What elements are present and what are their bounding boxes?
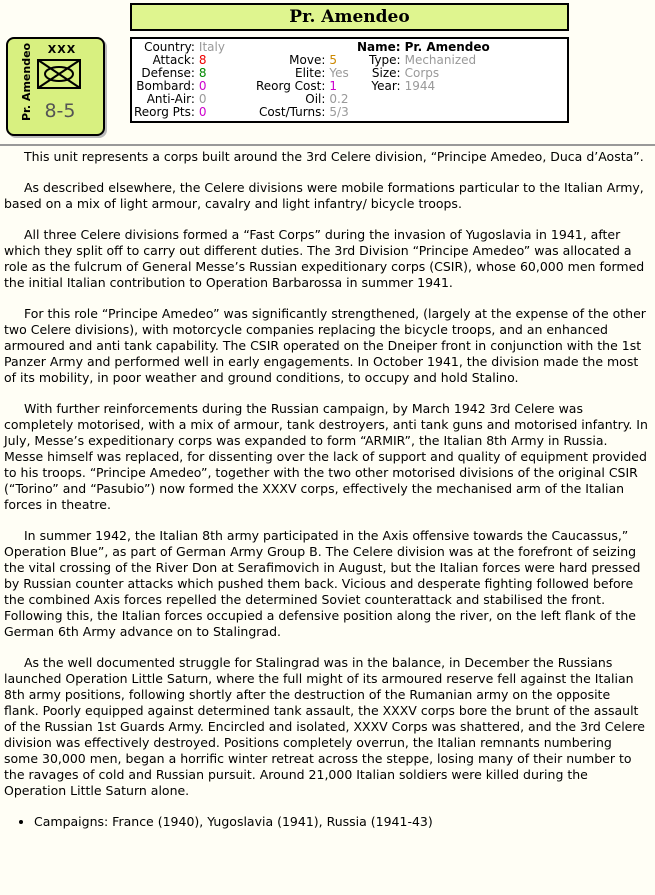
stat-elite: Elite: Yes [295, 66, 349, 80]
stat-attack: Attack: 8 [152, 53, 207, 67]
stat-defense: Defense: 8 [141, 66, 207, 80]
stat-reorg-pts: Reorg Pts: 0 [134, 105, 207, 119]
stat-type: Type: Mechanized [368, 53, 477, 67]
header-divider [0, 144, 655, 146]
description-paragraph: All three Celere divisions formed a “Fast Corps” during the invasion of Yugoslavia in 1941, after which they split off to carry out different duties. The 3rd Division “Principe Amedeo” was allocated a role as the fulcrum of General Messe’s Russian expeditionary corps (CSIR), whose 60,000 men formed the initial Italian contribution to Operation Barbarossa in summer 1941. [4, 227, 645, 290]
unit-header [0, 0, 655, 146]
unit-counter [6, 37, 105, 136]
unit-title: Pr. Amendeo [130, 3, 569, 31]
description-paragraph: As described elsewhere, the Celere divisions were mobile formations particular to the Italian Army, based on a mix of light armour, cavalry and light infantry/ bicycle troops. [4, 180, 644, 211]
stat-size: Size: Corps [371, 66, 440, 80]
counter-values: 8-5 [44, 100, 76, 122]
counter-size-code: XXX [47, 43, 77, 56]
counter-vertical-name: Pr. Amendeo [20, 42, 33, 121]
description-paragraph: As the well documented struggle for Stalingrad was in the balance, in December the Russians launched Operation Little Saturn, where the full might of its armoured reserve fell against the Italian 8th army positions, following shortly after the destruction of the Rumanian army on the opposite flank. Poorly equipped against determined tank assault, the XXXV corps bore the brunt of the assault of the Russian 1st Guards Army. Encircled and isolated, XXXV Corps was shattered, and the 3rd Celere division was effectively destroyed. Positions completely overrun, the Italian remnants numbering some 30,000 men, began a horrific winter retreat across the steppe, losing many of their number to the ravages of cold and Russian pursuit. Around 21,000 Italian soldiers were killed during the Operation Little Saturn alone. [4, 655, 645, 798]
unit-description [4, 149, 648, 830]
stat-move: Move: 5 [289, 53, 338, 67]
stats-mid-table [256, 54, 349, 119]
stat-name: Name: Pr. Amendeo [357, 40, 490, 54]
description-paragraph: In summer 1942, the Italian 8th army participated in the Axis offensive towards the Caucassus,” Operation Blue”, as part of German Army Group B. The Celere division was at the forefront of seizing the vital crossing of the River Don at Serafimovich in August, but the Italian forces were hard pressed by Russian counter attacks which pushed them back. Vicious and desperate fighting followed before the combined Axis forces repelled the determined Soviet counterattack and stabilised the front. Following this, the Italian forces occupied a defensive position along the river, on the left flank of the German 6th Army advance on to Stalingrad. [4, 528, 641, 639]
stat-anti-air: Anti-Air: 0 [146, 92, 207, 106]
stat-oil: Oil: 0.2 [305, 92, 349, 106]
stats-left-table [134, 41, 225, 119]
description-paragraph: This unit represents a corps built around the 3rd Celere division, “Principe Amedeo, Duca d’Aosta”. [24, 149, 644, 164]
unit-stats-panel [130, 37, 569, 123]
description-paragraph: With further reinforcements during the Russian campaign, by March 1942 3rd Celere was completely motorised, with a mix of armour, tank destroyers, anti tank guns and motorised infantry. In July, Messe’s expeditionary corps was expanded to form “ARMIR”, the Italian 8th Army in Russia. Messe himself was replaced, for dissenting over the lack of support and quality of equipment provided to his troops. “Principe Amedeo”, together with the two other motorised divisions of the original CSIR (“Torino” and “Pasubio”) now formed the XXXV corps, effectively the mechanised arm of the Italian forces in theatre. [4, 401, 648, 512]
stat-cost-turns: Cost/Turns: 5/3 [258, 105, 349, 119]
stat-reorg-cost: Reorg Cost: 1 [256, 79, 338, 93]
campaigns-item: • Campaigns: France (1940), Yugoslavia (1941), Russia (1941-43) [34, 814, 648, 830]
armored-infantry-symbol-icon [37, 59, 81, 89]
stat-bombard: Bombard: 0 [136, 79, 207, 93]
stat-country: Country: Italy [144, 40, 225, 54]
stat-year: Year: 1944 [371, 79, 436, 93]
stats-right-table [357, 41, 490, 93]
description-paragraph: For this role “Principe Amedeo” was significantly strengthened, (largely at the expense of the other two Celere divisions), with motorcycle companies replacing the bicycle troops, and an enhanced armoured and anti tank capability. The CSIR operated on the Dneiper front in conjunction with the 1st Panzer Army and performed well in early engagements. In October 1941, the division made the most of its mobility, in poor weather and ground conditions, to occupy and hold Stalino. [4, 306, 646, 385]
campaigns-list [4, 814, 648, 830]
